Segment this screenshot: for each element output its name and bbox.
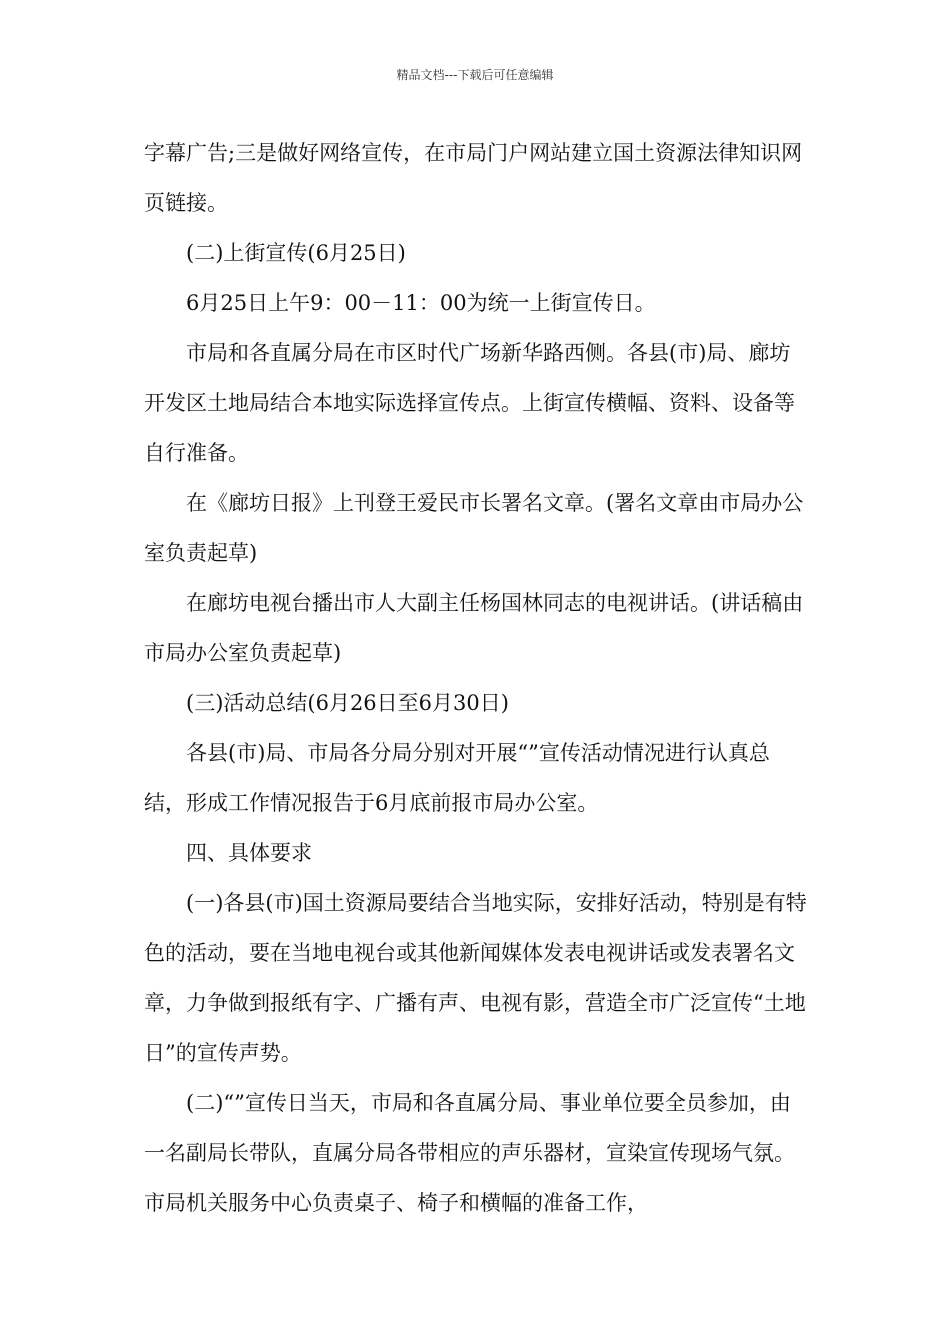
page-header: 精品文档---下载后可任意编辑 <box>396 68 554 82</box>
section-heading: (二)上街宣传(6月25日) <box>186 241 406 265</box>
paragraph: 6月25日上午9：00－11：00为统一上街宣传日。 <box>186 291 656 315</box>
paragraph: 各县(市)局、市局各分局分别对开展“”宣传活动情况进行认真总结，形成工作情况报告于6月底前报市局办公室。 <box>144 741 770 815</box>
paragraph: (一)各县(市)国土资源局要结合当地实际，安排好活动，特别是有特色的活动，要在当地电视台或其他新闻媒体发表电视讲话或发表署名文章，力争做到报纸有字、广播有声、电视有影，营造全市广泛宣传“土地日”的宣传声势。 <box>144 891 807 1065</box>
document-body <box>144 128 810 1228</box>
paragraph: 在廊坊电视台播出市人大副主任杨国林同志的电视讲话。(讲话稿由市局办公室负责起草) <box>144 591 804 665</box>
paragraph: 市局和各直属分局在市区时代广场新华路西侧。各县(市)局、廊坊开发区土地局结合本地实际选择宣传点。上街宣传横幅、资料、设备等自行准备。 <box>144 341 795 465</box>
paragraph: (二)“”宣传日当天，市局和各直属分局、事业单位要全员参加，由一名副局长带队，直属分局各带相应的声乐器材，宣染宣传现场气氛。市局机关服务中心负责桌子、椅子和横幅的准备工作， <box>144 1091 795 1215</box>
paragraph: 在《廊坊日报》上刊登王爱民市长署名文章。(署名文章由市局办公室负责起草) <box>144 491 804 565</box>
section-heading: (三)活动总结(6月26日至6月30日) <box>186 691 509 715</box>
paragraph: 字幕广告;三是做好网络宣传，在市局门户网站建立国土资源法律知识网页链接。 <box>144 141 803 215</box>
section-heading: 四、具体要求 <box>186 841 312 865</box>
